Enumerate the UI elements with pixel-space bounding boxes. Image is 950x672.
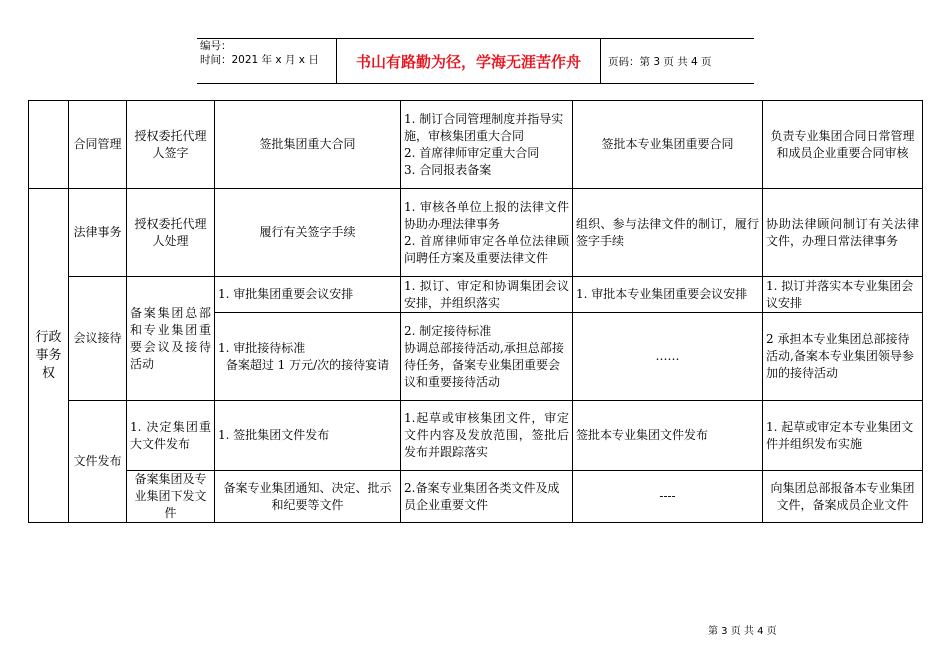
meeting-r2-c3-line-2: 备案超过 1 万元/次的接待宴请 xyxy=(225,357,390,372)
cell-contract-c3: 签批集团重大合同 xyxy=(215,101,401,189)
category-cell-blank xyxy=(29,101,69,189)
cell-document-r2-c3: 备案专业集团通知、决定、批示和纪要等文件 xyxy=(215,471,401,523)
cell-contract-c5: 签批本专业集团重要合同 xyxy=(573,101,763,189)
cell-legal-c5: 组织、参与法律文件的制订，履行签字手续 xyxy=(573,189,763,277)
cell-meeting-r2-c6: 2 承担本专业集团总部接待活动,备案本专业集团领导参加的接待活动 xyxy=(763,313,923,401)
cell-meeting-r2-c3 xyxy=(215,313,401,401)
category-cell: 行政事务权 xyxy=(29,189,69,523)
legal-c4-line-1: 1. 审核各单位上报的法律文件协助办理法律事务 xyxy=(404,199,569,231)
cell-document-r1-c3: 1. 签批集团文件发布 xyxy=(215,401,401,471)
cell-legal-c3: 履行有关签字手续 xyxy=(215,189,401,277)
cell-meeting-r2-c4: 2. 制定接待标准 协调总部接待活动,承担总部接待任务，备案专业集团重要会议和重要接待活动 xyxy=(401,313,573,401)
table-row-legal xyxy=(29,189,923,277)
time-text: 时间：2021 年 x 月 x 日 xyxy=(200,54,319,66)
cell-meeting-r1-c5: 1. 审批本专业集团重要会议安排 xyxy=(573,277,763,313)
cell-meeting-r1-c4: 1. 拟订、审定和协调集团会议安排，并组织落实 xyxy=(401,277,573,313)
cell-contract-c2: 授权委托代理人签字 xyxy=(127,101,215,189)
cell-legal-c6: 协助法律顾问制订有关法律文件，办理日常法律事务 xyxy=(763,189,923,277)
page-header xyxy=(197,38,754,84)
contract-c4-line-1: 1. 制订合同管理制度并指导实施，审核集团重大合同 xyxy=(404,111,564,143)
cell-legal-c4 xyxy=(401,189,573,277)
cell-meeting-c2: 备案集团总部和专业集团重要会议及接待活动 xyxy=(127,277,215,401)
cell-document-r1-c4: 1.起草或审核集团文件，审定文件内容及发放范围，签批后发布并跟踪落实 xyxy=(401,401,573,471)
page-footer: 第 3 页 共 4 页 xyxy=(708,626,777,637)
item-meeting: 会议接待 xyxy=(69,277,127,401)
header-motto: 书山有路勤为径，学海无涯苦作舟 xyxy=(337,39,601,83)
table-row-document-2 xyxy=(29,471,923,523)
table-row-meeting-1 xyxy=(29,277,923,313)
header-page-number: 页码：第 3 页 共 4 页 xyxy=(608,55,712,68)
cell-document-r1-c2: 1. 决定集团重大文件发布 xyxy=(127,401,215,471)
item-document: 文件发布 xyxy=(69,401,127,523)
cell-contract-c6: 负责专业集团合同日常管理和成员企业重要合同审核 xyxy=(763,101,923,189)
item-contract: 合同管理 xyxy=(69,101,127,189)
cell-document-r2-c4: 2.备案专业集团各类文件及成员企业重要文件 xyxy=(401,471,573,523)
cell-document-r2-c6: 向集团总部报备本专业集团文件，备案成员企业文件 xyxy=(763,471,923,523)
table-row-contract xyxy=(29,101,923,189)
meeting-r2-c3-line-1: 1. 审批接待标准 xyxy=(218,340,306,355)
cell-meeting-r2-c5: …… xyxy=(573,313,763,401)
cell-meeting-r1-c6: 1. 拟订并落实本专业集团会议安排 xyxy=(763,277,923,313)
header-meta xyxy=(197,39,337,83)
cell-document-r1-c6: 1. 起草或审定本专业集团文件并组织发布实施 xyxy=(763,401,923,471)
authority-table xyxy=(28,100,923,523)
cell-legal-c2: 授权委托代理人处理 xyxy=(127,189,215,277)
contract-c4-line-3: 3. 合同报表备案 xyxy=(404,162,492,177)
cell-document-r2-c5: ---- xyxy=(573,471,763,523)
cell-document-r2-c2: 备案集团及专业集团下发文件 xyxy=(127,471,215,523)
item-legal: 法律事务 xyxy=(69,189,127,277)
cell-contract-c4 xyxy=(401,101,573,189)
cell-meeting-r1-c3: 1. 审批集团重要会议安排 xyxy=(215,277,401,313)
table-row-document-1 xyxy=(29,401,923,471)
cell-document-r1-c5: 签批本专业集团文件发布 xyxy=(573,401,763,471)
legal-c4-line-2: 2. 首席律师审定各单位法律顾问聘任方案及重要法律文件 xyxy=(404,233,569,265)
number-label: 编号： xyxy=(200,40,232,52)
contract-c4-line-2: 2. 首席律师审定重大合同 xyxy=(404,145,540,160)
